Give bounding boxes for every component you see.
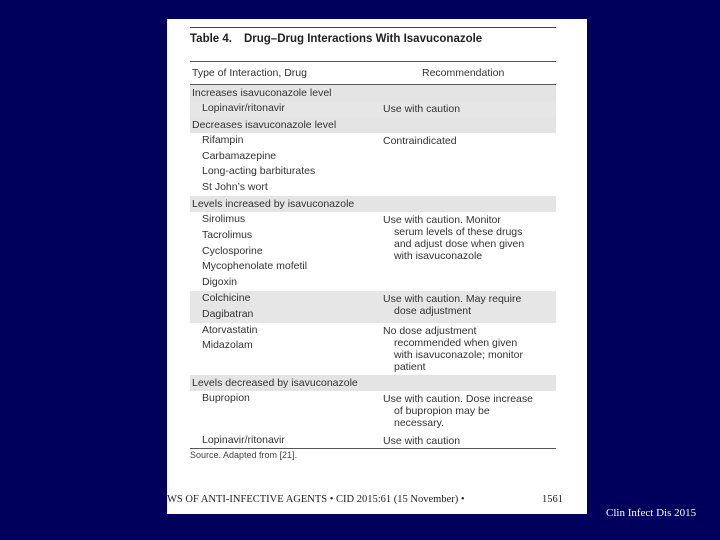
recommendation-line: of bupropion may be (394, 404, 490, 417)
recommendation (383, 214, 558, 262)
recommendation-line: Use with caution (383, 103, 461, 115)
recommendation-line: Use with caution. May require (383, 292, 522, 305)
recommendation (383, 435, 558, 447)
category-row: Levels decreased by isavuconazole (190, 375, 556, 391)
recommendation-line: Contraindicated (383, 134, 457, 147)
drug-name: St John’s wort (202, 181, 268, 194)
drug-group (190, 323, 556, 375)
recommendation (383, 293, 558, 317)
table-title-text: Drug–Drug Interactions With Isavuconazole (243, 33, 483, 45)
recommendation-line: recommended when given (394, 336, 518, 349)
slide-citation: Clin Infect Dis 2015 (606, 507, 697, 519)
drug-name: Sirolimus (202, 212, 246, 225)
drug-name: Midazolam (202, 339, 253, 352)
table-header (190, 62, 556, 85)
drug-group (190, 433, 556, 449)
recommendation-line: Use with caution. Dose increase (383, 392, 533, 405)
recommendation-line: necessary. (394, 416, 444, 429)
drug-group (190, 291, 556, 323)
recommendation-line: Use with caution. Monitor (383, 213, 501, 226)
col-header-recommendation: Recommendation (422, 67, 505, 79)
recommendation-line: No dose adjustment (383, 324, 477, 337)
drug-name: Bupropion (202, 391, 250, 404)
table-number: Table 4. (190, 33, 232, 45)
recommendation (383, 103, 558, 115)
category-row: Decreases isavuconazole level (190, 117, 556, 133)
drug-name: Atorvastatin (202, 323, 258, 336)
recommendation (383, 135, 558, 147)
drug-name: Lopinavir/ritonavir (202, 102, 285, 114)
title-rule (190, 27, 556, 28)
recommendation (383, 393, 558, 429)
drug-group (190, 391, 556, 433)
drug-name: Long-acting barbiturates (202, 165, 316, 178)
footer-running-head: WS OF ANTI-INFECTIVE AGENTS • CID 2015:61 (15 November) • (167, 494, 465, 505)
category-row: Increases isavuconazole level (190, 85, 556, 101)
drug-name: Lopinavir/ritonavir (202, 433, 285, 446)
footer-page-number: 1561 (542, 494, 563, 505)
drug-group (190, 212, 556, 291)
drug-name: Colchicine (202, 291, 251, 304)
drug-group (190, 101, 556, 117)
recommendation-line: patient (394, 360, 426, 373)
category-row: Levels increased by isavuconazole (190, 196, 556, 212)
recommendation (383, 325, 558, 373)
recommendation-line: and adjust dose when given (394, 237, 525, 250)
recommendation-line: dose adjustment (394, 304, 472, 317)
col-header-type: Type of Interaction, Drug (192, 67, 307, 79)
drug-name: Cyclosporine (202, 244, 263, 257)
drug-name: Carbamazepine (202, 149, 277, 162)
table-title (190, 33, 482, 45)
recommendation-line: serum levels of these drugs (394, 225, 523, 238)
table-source-note: Source. Adapted from [21]. (190, 450, 298, 460)
drug-name: Dagibatran (202, 307, 254, 320)
drug-group (190, 133, 556, 196)
drug-name: Mycophenolate mofetil (202, 260, 308, 273)
recommendation-line: with isavuconazole; monitor (394, 348, 523, 361)
recommendation-line: with isavuconazole (394, 249, 483, 262)
drug-name: Tacrolimus (202, 228, 253, 241)
drug-name: Digoxin (202, 276, 238, 289)
recommendation-line: Use with caution (383, 434, 461, 447)
journal-page (167, 19, 587, 514)
interactions-table (190, 61, 556, 449)
drug-name: Rifampin (202, 133, 244, 146)
